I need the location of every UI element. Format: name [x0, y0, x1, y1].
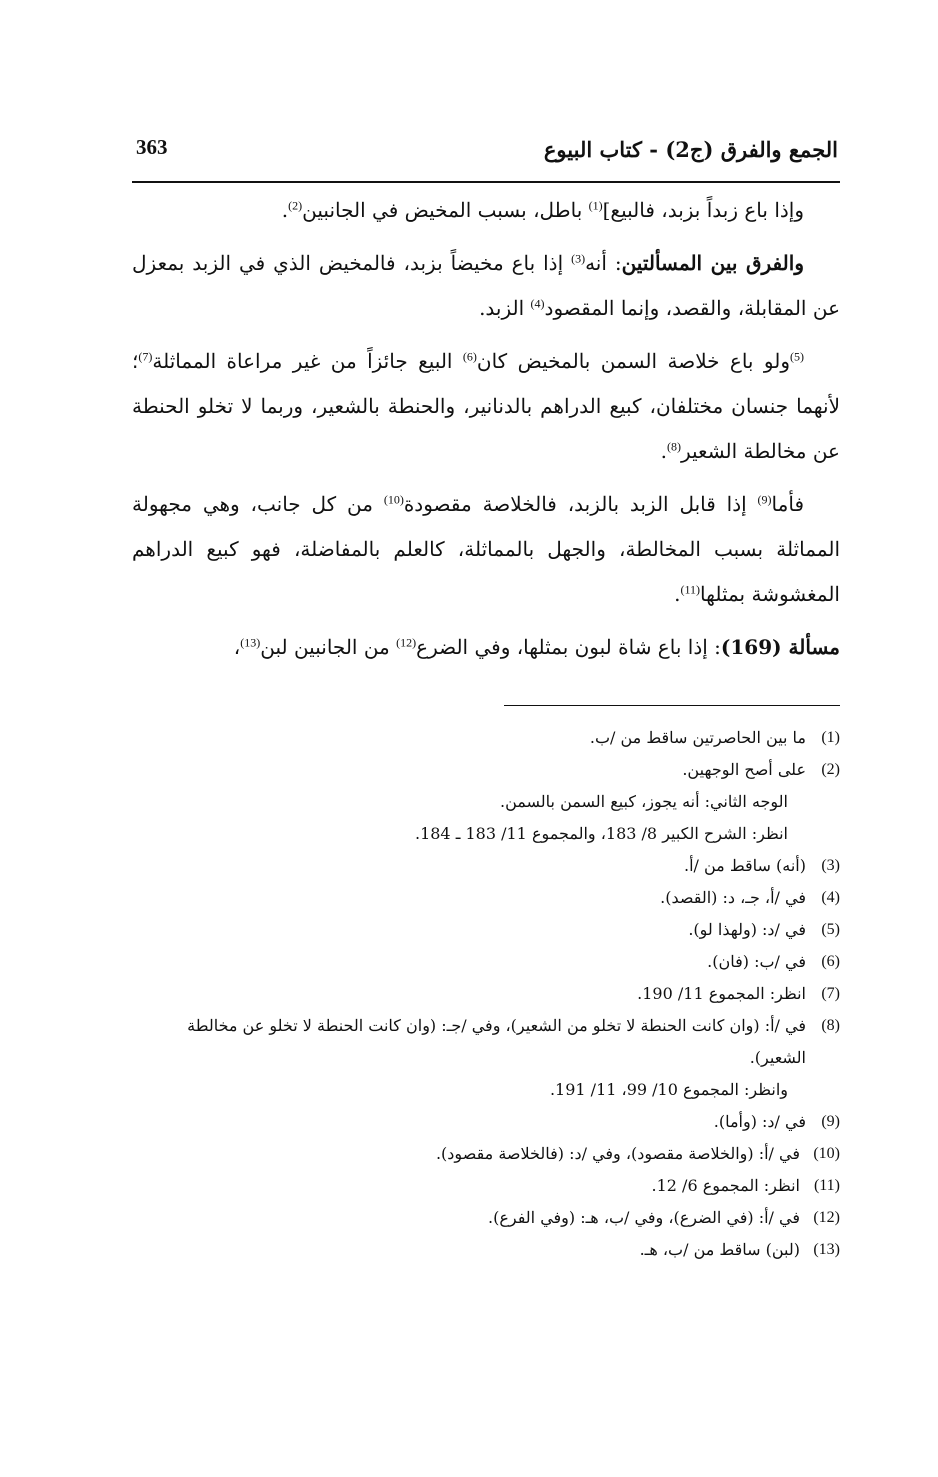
footnote-marker: (8) — [666, 439, 681, 454]
running-title: الجمع والفرق (ج2) - كتاب البيوع — [543, 137, 838, 162]
footnote-number: (4) — [821, 889, 840, 906]
text-run: من كل جانب، وهي مجهولة المماثلة بسبب المخالطة، والجهل بالمماثلة، كالعلم بالمفاضلة، فهو كبيع الدراهم المغشوشة بمثلها — [132, 492, 840, 606]
footnote-5 — [132, 914, 840, 946]
page-header — [132, 135, 840, 171]
text-run: ولو باع خلاصة السمن بالمخيض كان — [476, 349, 790, 373]
paragraph-4 — [132, 482, 840, 617]
footnote-text: ما بين الحاصرتين ساقط من /ب. — [589, 728, 806, 747]
text-run: ؛ لأنهما جنسان مختلفان، كبيع الدراهم بالدنانير، والحنطة بالشعير، وربما لا تخلو الحنطة عن مخالطة الشعير — [132, 349, 840, 463]
footnote-11 — [132, 1170, 840, 1202]
footnotes — [132, 722, 840, 1266]
footnote-text: في /أ، جـ، د: (القصد). — [660, 888, 806, 907]
footnote-10 — [132, 1138, 840, 1170]
paragraph-3 — [132, 339, 840, 474]
footnote-6 — [132, 946, 840, 978]
footnote-number: (1) — [821, 729, 840, 746]
text-run: من الجانبين لبن — [260, 635, 397, 659]
text-run: إذا باع مخيضاً بزبد، فالمخيض الذي في الزبد بمعزل عن المقابلة، والقصد، وإنما المقصود — [132, 251, 840, 320]
footnote-marker: (2) — [288, 198, 303, 213]
text-run: الزبد. — [479, 296, 531, 320]
text-run: وإذا باع زبداً بزبد، فالبيع] — [602, 198, 804, 222]
paragraph-1 — [132, 188, 840, 233]
footnote-text: (لبن) ساقط من /ب، هـ. — [639, 1240, 800, 1259]
footnote-text: في /أ: (في الضرع)، وفي /ب، هـ: (وفي الفرع). — [487, 1208, 800, 1227]
issue-heading: مسألة (169) — [720, 635, 840, 659]
footnote-number: (13) — [813, 1241, 840, 1258]
footnote-separator — [504, 705, 840, 706]
footnote-7 — [132, 978, 840, 1010]
footnote-number: (10) — [813, 1145, 840, 1162]
text-run: ، — [233, 635, 241, 659]
footnote-marker: (9) — [757, 492, 772, 507]
text-run: : إذا باع شاة لبون بمثلها، وفي الضرع — [416, 635, 721, 659]
text-run: . — [281, 198, 289, 222]
footnote-number: (6) — [821, 953, 840, 970]
page-number: 363 — [136, 135, 168, 159]
text-run: البيع جائزاً من غير مراعاة المماثلة — [152, 349, 463, 373]
footnote-number: (8) — [821, 1017, 840, 1034]
footnote-text: (أنه) ساقط من /أ. — [683, 856, 806, 875]
footnote-number: (3) — [821, 857, 840, 874]
footnote-continuation: وانظر: المجموع 10/ 99، 11/ 191. — [549, 1080, 788, 1099]
footnote-number: (5) — [821, 921, 840, 938]
footnote-text: في /د: (وأما). — [713, 1112, 806, 1131]
main-text — [132, 188, 840, 678]
footnote-number: (7) — [821, 985, 840, 1002]
paragraph-lead: والفرق بين المسألتين — [621, 251, 804, 275]
text-run: فأما — [771, 492, 805, 516]
paragraph-2 — [132, 241, 840, 331]
footnote-number: (12) — [813, 1209, 840, 1226]
footnote-marker: (10) — [383, 492, 404, 507]
footnote-marker: (1) — [588, 198, 603, 213]
text-run: إذا قابل الزبد بالزبد، فالخلاصة مقصودة — [403, 492, 758, 516]
footnote-text: في /د: (ولهذا لو). — [688, 920, 806, 939]
header-rule — [132, 181, 840, 183]
footnote-number: (9) — [821, 1113, 840, 1130]
footnote-9 — [132, 1106, 840, 1138]
footnote-number: (2) — [821, 761, 840, 778]
footnote-marker: (13) — [240, 635, 261, 650]
footnote-text: في /أ: (والخلاصة مقصود)، وفي /د: (فالخلاصة مقصود). — [435, 1144, 800, 1163]
footnote-1 — [132, 722, 840, 754]
footnote-8 — [132, 1010, 840, 1074]
footnote-4 — [132, 882, 840, 914]
footnote-marker: (4) — [530, 296, 545, 311]
footnote-marker: (11) — [680, 582, 701, 597]
footnote-marker: (5) — [790, 349, 804, 364]
footnote-13 — [132, 1234, 840, 1266]
footnote-3 — [132, 850, 840, 882]
footnote-continuation: انظر: الشرح الكبير 8/ 183، والمجموع 11/ 183 ـ 184. — [414, 824, 788, 843]
footnote-text: على أصح الوجهين. — [682, 760, 806, 779]
footnote-12 — [132, 1202, 840, 1234]
footnote-marker: (3) — [571, 251, 586, 266]
text-run: . — [674, 582, 681, 606]
footnote-continuation: الوجه الثاني: أنه يجوز، كبيع السمن بالسمن. — [500, 792, 788, 811]
text-run: . — [660, 439, 667, 463]
footnote-2 — [132, 754, 840, 786]
footnote-marker: (7) — [138, 349, 153, 364]
footnote-text: في /ب: (فان). — [707, 952, 806, 971]
footnote-text: في /أ: (وان كانت الحنطة لا تخلو من الشعير)، وفي /جـ: (وان كانت الحنطة لا تخلو عن مخالطة الشعير). — [187, 1016, 806, 1067]
footnote-marker: (12) — [396, 635, 417, 650]
paragraph-5 — [132, 625, 840, 670]
footnote-marker: (6) — [462, 349, 477, 364]
footnote-text: انظر: المجموع 6/ 12. — [651, 1176, 800, 1195]
text-run: : أنه — [585, 251, 622, 275]
footnote-number: (11) — [813, 1177, 840, 1194]
text-run: باطل، بسبب المخيض في الجانبين — [302, 198, 589, 222]
footnote-text: انظر: المجموع 11/ 190. — [637, 984, 806, 1003]
